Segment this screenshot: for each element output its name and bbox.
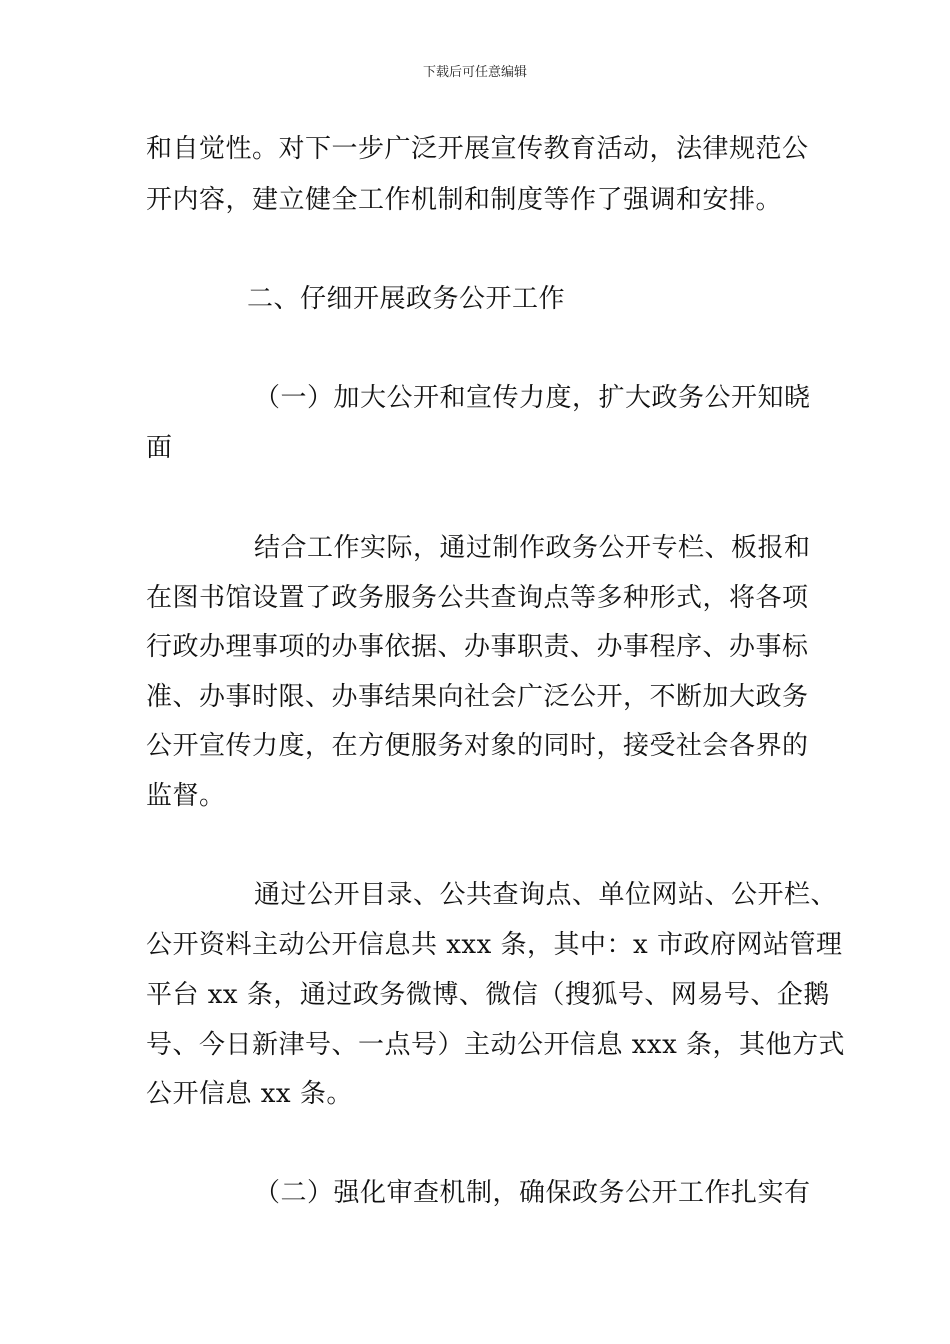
- paragraph-2-line: 公开资料主动公开信息共 xxx 条，其中：x 市政府网站管理: [146, 930, 843, 960]
- subsection-heading-2: （二）强化审查机制，确保政务公开工作扎实有: [254, 1178, 811, 1208]
- body-text-line: 开内容，建立健全工作机制和制度等作了强调和安排。: [146, 185, 783, 215]
- paragraph-1-line: 公开宣传力度，在方便服务对象的同时，接受社会各界的: [146, 731, 809, 761]
- paragraph-2-line: 平台 xx 条，通过政务微博、微信（搜狐号、网易号、企鹅: [146, 980, 830, 1010]
- paragraph-1-line: 结合工作实际，通过制作政务公开专栏、板报和: [254, 533, 811, 563]
- body-text-line: 和自觉性。对下一步广泛开展宣传教育活动，法律规范公: [146, 134, 809, 164]
- paragraph-1-line: 监督。: [146, 781, 226, 811]
- paragraph-1-line: 行政办理事项的办事依据、办事职责、办事程序、办事标: [146, 632, 809, 662]
- paragraph-2-line: 公开信息 xx 条。: [146, 1079, 353, 1109]
- section-heading: 二、仔细开展政务公开工作: [247, 284, 566, 314]
- paragraph-1-line: 准、办事时限、办事结果向社会广泛公开，不断加大政务: [146, 682, 809, 712]
- paragraph-1-line: 在图书馆设置了政务服务公共查询点等多种形式，将各项: [146, 583, 809, 613]
- paragraph-2-line: 号、今日新津号、一点号）主动公开信息 xxx 条，其他方式: [146, 1030, 846, 1060]
- page-header-note: 下载后可任意编辑: [422, 65, 527, 80]
- paragraph-2-line: 通过公开目录、公共查询点、单位网站、公开栏、: [254, 880, 838, 910]
- subsection-heading: （一）加大公开和宣传力度，扩大政务公开知晓: [254, 383, 811, 413]
- subsection-heading-continuation: 面: [146, 433, 173, 463]
